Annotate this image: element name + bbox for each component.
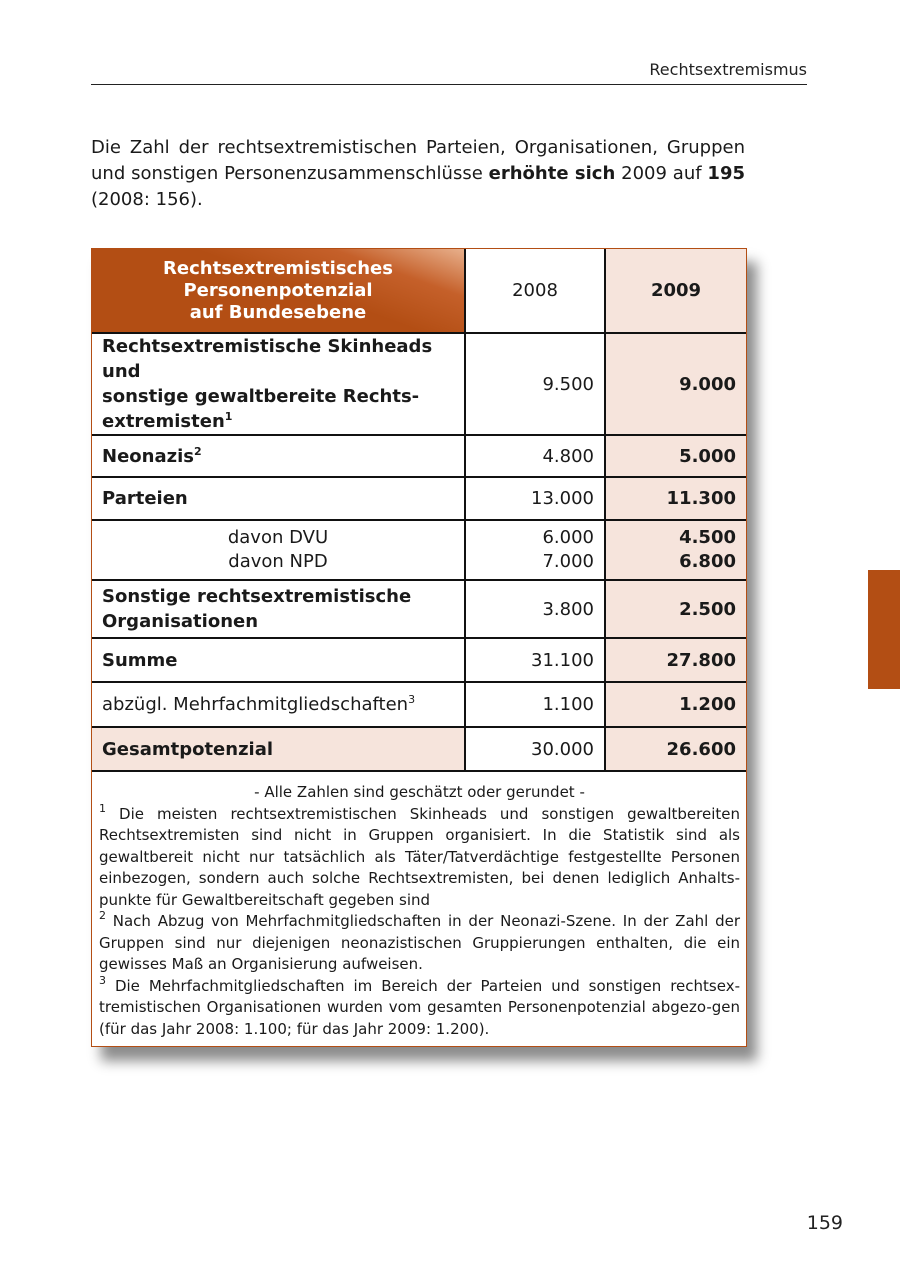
intro-text-2: 2009 auf bbox=[615, 163, 708, 184]
value-2008: 13.000 bbox=[465, 477, 605, 520]
header-label-line: Rechtsextremistisches bbox=[163, 257, 393, 279]
footnote-3 bbox=[99, 973, 740, 1041]
column-header-2009: 2009 bbox=[605, 249, 746, 333]
footnote-ref: 2 bbox=[193, 444, 202, 458]
footnote-marker: 2 bbox=[99, 909, 106, 922]
intro-text-1: Die Zahl der rechtsextremistischen Parteien, Organisationen, Gruppen und sonstigen Personenzusammenschlüsse bbox=[91, 137, 745, 184]
row-label-line: Rechtsextremistische Skinheads und bbox=[102, 336, 433, 382]
row-label-text: abzügl. Mehrfachmitgliedschaften bbox=[102, 694, 409, 715]
table-row bbox=[92, 477, 746, 520]
table-header-label bbox=[92, 249, 465, 333]
value-2008: 30.000 bbox=[465, 727, 605, 771]
value-2008: 4.800 bbox=[465, 435, 605, 477]
footnote-marker: 3 bbox=[99, 973, 106, 987]
statistics-table bbox=[92, 249, 746, 772]
footnote-ref: 3 bbox=[408, 693, 416, 706]
intro-bold-1: erhöhte sich bbox=[488, 163, 616, 184]
value-2009: 1.200 bbox=[605, 682, 746, 727]
running-head-title: Rechtsextremismus bbox=[649, 60, 807, 79]
page-number: 159 bbox=[806, 1212, 843, 1234]
footnote-ref: 1 bbox=[224, 410, 233, 423]
row-label bbox=[92, 580, 465, 638]
subrow-labels bbox=[92, 520, 465, 580]
row-label bbox=[92, 682, 465, 727]
subrow-value: 6.000 bbox=[542, 527, 594, 548]
subrow-value: 7.000 bbox=[542, 551, 594, 572]
footnote-1 bbox=[99, 801, 740, 912]
subrow-values-2009 bbox=[605, 520, 746, 580]
intro-bold-2: 195 bbox=[707, 163, 745, 184]
header-label-line: auf Bundesebene bbox=[189, 301, 367, 323]
subrow-label: davon DVU bbox=[227, 527, 329, 548]
value-2009: 5.000 bbox=[605, 435, 746, 477]
row-label-text: extremisten bbox=[102, 411, 225, 432]
header-rule bbox=[91, 84, 807, 85]
table-row bbox=[92, 682, 746, 727]
value-2009: 9.000 bbox=[605, 333, 746, 435]
chapter-thumb-tab bbox=[868, 570, 900, 689]
row-label-line: Organisationen bbox=[102, 611, 259, 632]
row-label: Parteien bbox=[92, 477, 465, 520]
header-label-line: Personenpotenzial bbox=[183, 279, 373, 301]
table-row bbox=[92, 333, 746, 435]
intro-text-3: (2008: 156). bbox=[91, 189, 203, 210]
row-label bbox=[92, 435, 465, 477]
table-row bbox=[92, 638, 746, 682]
intro-paragraph bbox=[91, 135, 745, 213]
subrow-value: 6.800 bbox=[679, 551, 736, 572]
row-label: Summe bbox=[92, 638, 465, 682]
value-2009: 2.500 bbox=[605, 580, 746, 638]
statistics-box bbox=[91, 248, 747, 1047]
value-2009: 26.600 bbox=[605, 727, 746, 771]
footnote-text: Nach Abzug von Mehrfachmitgliedschaften in der Neonazi-Szene. In der Zahl der Gruppen sind nur diejenigen neonazistischen Gruppierungen enthalten, die ein gewisses Maß an Organisierung aufweisen. bbox=[99, 912, 740, 973]
row-label bbox=[92, 333, 465, 435]
row-label-line: sonstige gewaltbereite Rechts- bbox=[102, 386, 420, 407]
subrow-value: 4.500 bbox=[679, 527, 736, 548]
value-2008: 31.100 bbox=[465, 638, 605, 682]
value-2008: 9.500 bbox=[465, 333, 605, 435]
footnote-text: Die Mehrfachmitgliedschaften im Bereich der Parteien und sonstigen rechtsex-tremistischen Organisationen wurden vom gesamten Personenpotenzial abgezo-gen (für das Jahr 2008: 1.100; für das Jahr 2009: 1.200). bbox=[99, 976, 740, 1038]
row-label: Gesamtpotenzial bbox=[92, 727, 465, 771]
row-label-line: Sonstige rechtsextremistische bbox=[102, 586, 412, 607]
row-label-text: Neonazis bbox=[102, 445, 194, 467]
value-2008: 3.800 bbox=[465, 580, 605, 638]
subrow-label: davon NPD bbox=[228, 551, 328, 572]
footnote-text: Die meisten rechtsextremistischen Skinheads und sonstigen gewaltbereiten Rechtsextremisten sind nicht in Gruppen organisiert. In die Statistik sind als gewaltbereit nicht nur tatsächlich als Täter/Tatverdächtige festgestellte Personen einbezogen, sondern auch solche Rechtsextremisten, bei denen lediglich Anhalts-punkte für Gewaltbereitschaft gegeben sind bbox=[99, 804, 740, 909]
table-row bbox=[92, 435, 746, 477]
value-2008: 1.100 bbox=[465, 682, 605, 727]
table-subrow bbox=[92, 520, 746, 580]
row-label-line bbox=[102, 409, 454, 434]
notes-general: - Alle Zahlen sind geschätzt oder gerundet - bbox=[254, 783, 585, 801]
value-2009: 27.800 bbox=[605, 638, 746, 682]
table-header-row bbox=[92, 249, 746, 333]
table-row bbox=[92, 580, 746, 638]
column-header-2008: 2008 bbox=[465, 249, 605, 333]
table-row-total bbox=[92, 727, 746, 771]
subrow-values-2008 bbox=[465, 520, 605, 580]
footnote-2 bbox=[99, 911, 740, 976]
table-notes bbox=[92, 772, 746, 1046]
footnote-marker: 1 bbox=[99, 801, 106, 815]
value-2009: 11.300 bbox=[605, 477, 746, 520]
